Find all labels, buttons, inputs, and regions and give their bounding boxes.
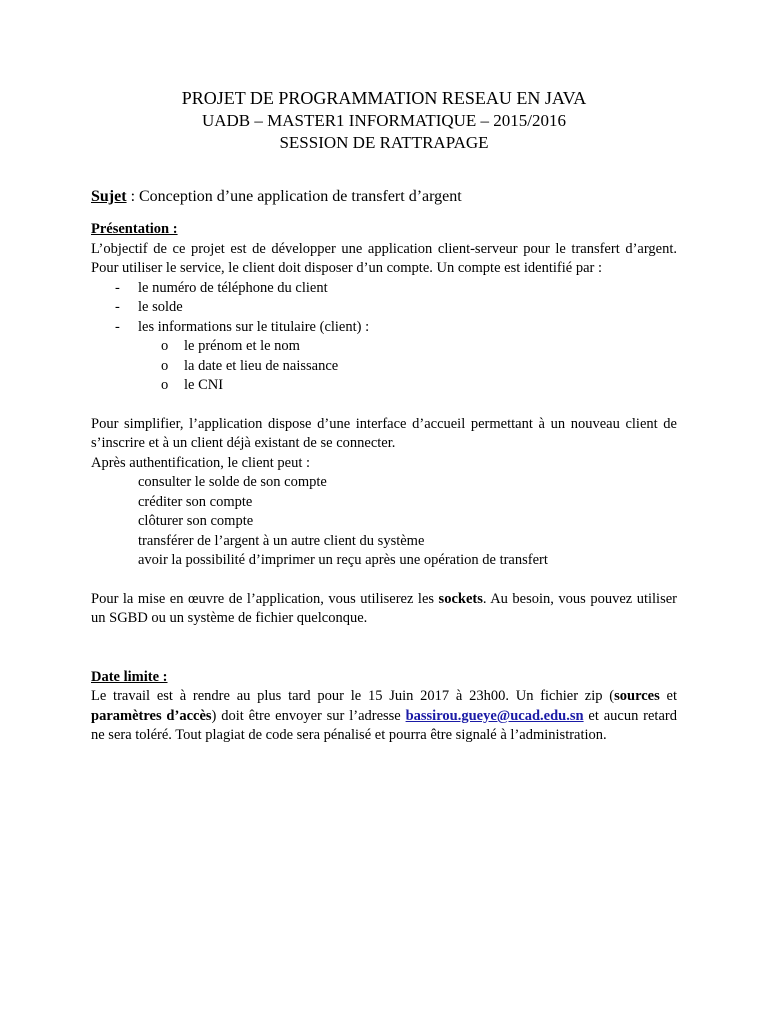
- list-item: créditer son compte: [138, 493, 253, 510]
- deadline-text-4: et aucun retard ne sera toléré. Tout plagiat de code sera pénalisé et pourra être signalé à l’administration.: [91, 707, 677, 743]
- sockets-bold: sockets: [438, 590, 483, 607]
- list-item: - les informations sur le titulaire (client) :: [91, 318, 677, 338]
- list-item: o le prénom et le nom: [91, 337, 677, 357]
- list-item: transférer de l’argent à un autre client du système: [138, 532, 425, 549]
- document-header: [0, 86, 768, 154]
- deadline-bold-params: paramètres d’accès: [91, 707, 212, 724]
- list-item: clôturer son compte: [138, 513, 254, 529]
- sockets-text-pre: Pour la mise en œuvre de l’application, vous utiliserez les: [91, 590, 439, 607]
- deadline-paragraph: [91, 687, 677, 746]
- presentation-intro: L’objectif de ce projet est de développer une application client-serveur pour le transfert d’argent. Pour utiliser le service, le client doit disposer d’un compte. Un compte est identifié par :: [91, 240, 677, 276]
- deadline-title: Date limite :: [91, 668, 168, 685]
- document-body: [91, 186, 677, 746]
- deadline-text-2: et: [659, 688, 677, 704]
- sockets-paragraph: [91, 590, 677, 629]
- subject-line: [91, 186, 677, 208]
- list-item: o le CNI: [91, 376, 677, 396]
- account-fields-list: [91, 279, 677, 338]
- header-program: UADB – MASTER1 INFORMATIQUE – 2015/2016: [201, 111, 567, 130]
- auth-paragraph: Après authentification, le client peut :: [91, 454, 311, 471]
- list-item: - le numéro de téléphone du client: [91, 279, 677, 299]
- deadline-bold-sources: sources: [614, 688, 660, 704]
- client-actions-list: [91, 473, 677, 571]
- list-item: consulter le solde de son compte: [138, 474, 327, 490]
- interface-paragraph: Pour simplifier, l’application dispose d’une interface d’accueil permettant à un nouveau client de s’inscrire et à un client déjà existant de se connecter.: [91, 415, 677, 451]
- presentation-title: Présentation :: [91, 221, 178, 237]
- deadline-text-1: Le travail est à rendre au plus tard pour le 15 Juin 2017 à 23h00. Un fichier zip (: [91, 688, 615, 704]
- subject-text: : Conception d’une application de transfert d’argent: [126, 188, 462, 205]
- header-session: SESSION DE RATTRAPAGE: [279, 133, 489, 152]
- header-title: PROJET DE PROGRAMMATION RESEAU EN JAVA: [181, 88, 587, 108]
- list-item: - le solde: [91, 298, 677, 318]
- email-link[interactable]: bassirou.gueye@ucad.edu.sn: [405, 707, 584, 724]
- holder-info-list: [91, 337, 677, 396]
- list-item: avoir la possibilité d’imprimer un reçu après une opération de transfert: [138, 552, 548, 568]
- list-item: o la date et lieu de naissance: [91, 357, 677, 377]
- subject-label: Sujet: [91, 188, 127, 205]
- deadline-text-3: ) doit être envoyer sur l’adresse: [211, 707, 406, 724]
- sockets-text-post: . Au besoin, vous pouvez utiliser un SGBD ou un système de fichier quelconque.: [91, 590, 677, 626]
